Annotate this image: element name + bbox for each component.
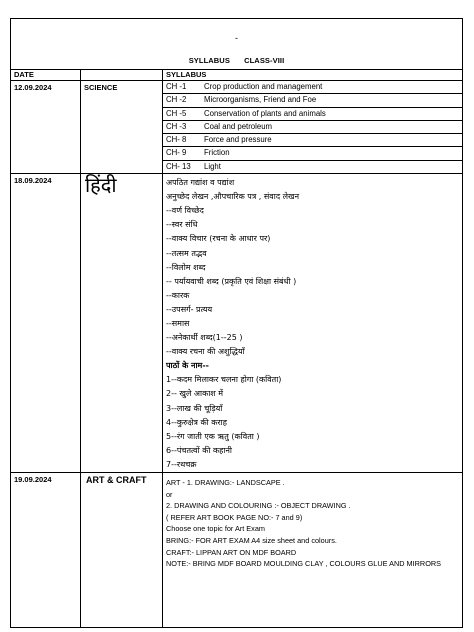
date-cell: 12.09.2024 [11,81,81,174]
page-title [11,56,462,65]
column-header-blank [81,70,163,81]
title-class: CLASS-VIII [244,56,285,65]
list-item [163,161,462,173]
chapter-title: Force and pressure [204,135,272,145]
list-item: ART - 1. DRAWING:- LANDSCAPE . [166,478,285,488]
list-item: CRAFT:- LIPPAN ART ON MDF BOARD [166,547,297,557]
list-item [163,121,462,134]
syllabus-cell [163,473,463,628]
list-item: 6--पंचतत्वों की कहानी [166,445,232,455]
chapter-title: Conservation of plants and animals [204,108,326,118]
list-item: 5--रंग जाती एक ऋतु (कविता ) [166,431,260,441]
list-item: --वाक्य रचना की अशुद्धियाँ [166,347,245,357]
list-item: 7--रथचक्र [166,459,197,469]
list-item: Choose one topic for Art Exam [166,524,265,534]
title-syllabus: SYLLABUS [188,56,230,65]
list-item: -- पर्यायवाची शब्द (प्रकृति एवं शिक्षा संबंधी ) [166,276,297,286]
chapter-code: CH -3 [166,121,187,131]
subject-cell: ART & CRAFT [81,473,163,628]
chapter-code: CH -5 [166,108,187,118]
list-item: NOTE:- BRING MDF BOARD MOULDING CLAY , COLOURS GLUE AND MIRRORS [166,559,442,569]
art-topic-list [163,473,462,570]
chapter-title: Microorganisms, Friend and Foe [204,95,317,105]
column-header-date: DATE [11,70,81,81]
chapter-title: Crop production and management [204,82,323,91]
list-item: अपठित गद्यांश व पद्यांश [166,178,235,188]
list-item [163,81,462,94]
subject-cell: SCIENCE [81,81,163,174]
syllabus-table [10,18,463,628]
list-item: 3--लाख की चूड़ियाँ [166,403,223,413]
chapter-code: CH- 8 [166,135,187,145]
list-item [163,94,462,107]
list-item [163,108,462,121]
syllabus-cell [163,174,463,473]
column-header-syllabus: SYLLABUS [163,70,463,81]
header-cell [11,19,463,70]
header-dash: - [235,33,238,43]
list-item: 4--कुरुक्षेत्र की कराह [166,417,227,427]
list-item: ( REFER ART BOOK PAGE NO:- 7 and 9) [166,512,303,522]
list-item: --तत्सम तद्भव [166,248,207,258]
date-cell: 18.09.2024 [11,174,81,473]
list-item: --वाक्य विचार (रचना के आधार पर) [166,234,271,244]
list-item: 2. DRAWING AND COLOURING :- OBJECT DRAWING . [166,501,351,511]
science-chapter-list [163,81,462,173]
list-item [163,134,462,147]
chapter-title: Friction [204,148,230,158]
list-item [163,147,462,160]
chapter-title: Coal and petroleum [204,121,273,131]
table-row-hindi [11,174,463,473]
hindi-topic-list [163,174,462,472]
list-item: --अनेकार्थी शब्द(1--25 ) [166,333,243,343]
list-item: --विलोम शब्द [166,262,206,272]
chapter-code: CH- 9 [166,148,187,158]
chapter-code: CH -2 [166,95,187,105]
list-item: --समास [166,319,190,329]
list-item: 2-- खुले आकाश में [166,389,224,399]
list-item: --उपसर्ग- प्रत्यय [166,304,213,314]
chapter-title: Light [204,161,221,171]
chapter-code: CH -1 [166,82,187,91]
chapter-code: CH- 13 [166,161,191,171]
list-item: --कारक [166,290,190,300]
list-item: 1--कदम मिलाकर चलना होगा (कविता) [166,375,282,385]
table-row-art [11,473,463,628]
list-item: or [166,489,173,499]
list-item: पाठों के नाम-- [166,361,209,371]
list-item: BRING:- FOR ART EXAM A4 size sheet and colours. [166,536,337,546]
list-item: --वर्ण विच्छेद [166,206,204,216]
list-item: --स्वर संधि [166,220,198,230]
date-cell: 19.09.2024 [11,473,81,628]
list-item: अनुच्छेद लेखन ,औपचारिक पत्र , संवाद लेखन [166,192,300,202]
table-row-science [11,81,463,174]
subject-cell: हिंदी [81,174,163,473]
syllabus-cell [163,81,463,174]
